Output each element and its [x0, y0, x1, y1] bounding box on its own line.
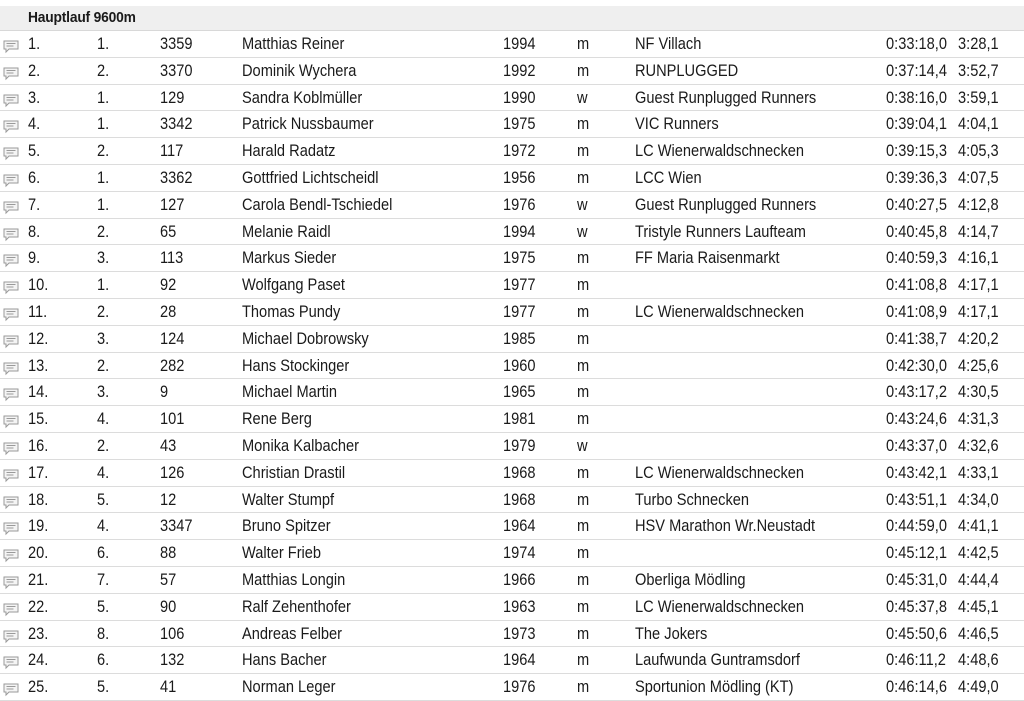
comment-icon[interactable] [3, 440, 19, 453]
class-rank-cell: 2. [97, 435, 110, 455]
birth-year-cell: 1994 [503, 221, 536, 241]
comment-icon[interactable] [3, 199, 19, 212]
class-rank-cell: 7. [97, 569, 110, 589]
pace-cell: 4:14,7 [958, 221, 999, 241]
birth-year-cell: 1976 [503, 677, 536, 697]
finish-time-cell: 0:41:08,9 [886, 301, 947, 321]
place-cell: 24. [28, 650, 49, 670]
place-cell: 23. [28, 623, 49, 643]
table-row [0, 245, 1024, 272]
table-row [0, 567, 1024, 594]
place-cell: 20. [28, 543, 49, 563]
sex-cell: m [577, 462, 590, 482]
place-cell: 16. [28, 435, 49, 455]
pace-cell: 4:46,5 [958, 623, 999, 643]
sex-cell: m [577, 650, 590, 670]
finish-time-cell: 0:38:16,0 [886, 87, 947, 107]
table-row [0, 353, 1024, 380]
pace-cell: 4:05,3 [958, 141, 999, 161]
club-cell: FF Maria Raisenmarkt [635, 248, 780, 268]
place-cell: 2. [28, 60, 41, 80]
place-cell: 18. [28, 489, 49, 509]
comment-icon[interactable] [3, 38, 19, 51]
place-cell: 25. [28, 677, 49, 697]
table-row [0, 647, 1024, 674]
place-cell: 17. [28, 462, 49, 482]
table-row [0, 379, 1024, 406]
finish-time-cell: 0:33:18,0 [886, 34, 947, 53]
place-cell: 3. [28, 87, 41, 107]
table-row [0, 487, 1024, 514]
birth-year-cell: 1979 [503, 435, 536, 455]
class-rank-cell: 4. [97, 462, 110, 482]
club-cell: Laufwunda Guntramsdorf [635, 650, 800, 670]
bib-number-cell: 3347 [160, 516, 193, 536]
class-rank-cell: 3. [97, 328, 110, 348]
runner-name-cell: Carola Bendl-Tschiedel [242, 194, 393, 214]
bib-number-cell: 3342 [160, 114, 193, 134]
club-cell: VIC Runners [635, 114, 719, 134]
comment-icon[interactable] [3, 172, 19, 185]
finish-time-cell: 0:40:45,8 [886, 221, 947, 241]
sex-cell: w [577, 435, 588, 455]
table-row [0, 31, 1024, 58]
class-rank-cell: 1. [97, 194, 110, 214]
table-row [0, 460, 1024, 487]
race-title: Hauptlauf 9600m [28, 9, 136, 26]
table-row [0, 85, 1024, 112]
runner-name-cell: Gottfried Lichtscheidl [242, 167, 379, 187]
class-rank-cell: 5. [97, 596, 110, 616]
class-rank-cell: 3. [97, 248, 110, 268]
bib-number-cell: 127 [160, 194, 185, 214]
comment-icon[interactable] [3, 279, 19, 292]
runner-name-cell: Hans Stockinger [242, 355, 350, 375]
club-cell: Guest Runplugged Runners [635, 194, 817, 214]
comment-icon[interactable] [3, 333, 19, 346]
birth-year-cell: 1974 [503, 543, 536, 563]
comment-icon[interactable] [3, 386, 19, 399]
birth-year-cell: 1966 [503, 569, 536, 589]
place-cell: 15. [28, 409, 49, 429]
runner-name-cell: Markus Sieder [242, 248, 337, 268]
sex-cell: m [577, 677, 590, 697]
runner-name-cell: Monika Kalbacher [242, 435, 360, 455]
class-rank-cell: 1. [97, 87, 110, 107]
finish-time-cell: 0:46:11,2 [886, 650, 946, 670]
sex-cell: w [577, 87, 588, 107]
comment-icon[interactable] [3, 494, 19, 507]
sex-cell: m [577, 569, 590, 589]
class-rank-cell: 6. [97, 543, 110, 563]
pace-cell: 4:48,6 [958, 650, 999, 670]
class-rank-cell: 1. [97, 275, 110, 295]
birth-year-cell: 1963 [503, 596, 536, 616]
comment-icon[interactable] [3, 118, 19, 131]
place-cell: 22. [28, 596, 49, 616]
class-rank-cell: 1. [97, 167, 110, 187]
sex-cell: m [577, 328, 590, 348]
comment-icon[interactable] [3, 574, 19, 587]
class-rank-cell: 2. [97, 301, 110, 321]
bib-number-cell: 57 [160, 569, 177, 589]
comment-icon[interactable] [3, 547, 19, 560]
bib-number-cell: 117 [160, 141, 184, 161]
runner-name-cell: Andreas Felber [242, 623, 342, 643]
sex-cell: m [577, 301, 590, 321]
comment-icon[interactable] [3, 601, 19, 614]
birth-year-cell: 1990 [503, 87, 536, 107]
comment-icon[interactable] [3, 681, 19, 694]
birth-year-cell: 1968 [503, 462, 536, 482]
table-row [0, 272, 1024, 299]
sex-cell: w [577, 221, 588, 241]
club-cell: LCC Wien [635, 167, 702, 187]
place-cell: 1. [28, 34, 41, 53]
place-cell: 11. [28, 301, 48, 321]
runner-name-cell: Wolfgang Paset [242, 275, 345, 295]
runner-name-cell: Sandra Koblmüller [242, 87, 363, 107]
comment-icon[interactable] [3, 145, 19, 158]
comment-icon[interactable] [3, 413, 19, 426]
place-cell: 4. [28, 114, 41, 134]
sex-cell: m [577, 516, 590, 536]
table-row [0, 138, 1024, 165]
finish-time-cell: 0:45:12,1 [886, 543, 947, 563]
bib-number-cell: 132 [160, 650, 185, 670]
place-cell: 7. [28, 194, 41, 214]
class-rank-cell: 8. [97, 623, 110, 643]
table-row [0, 406, 1024, 433]
runner-name-cell: Walter Frieb [242, 543, 322, 563]
sex-cell: m [577, 489, 590, 509]
club-cell: Turbo Schnecken [635, 489, 750, 509]
runner-name-cell: Melanie Raidl [242, 221, 331, 241]
birth-year-cell: 1964 [503, 650, 536, 670]
table-row [0, 326, 1024, 353]
finish-time-cell: 0:39:04,1 [886, 114, 947, 134]
pace-cell: 4:07,5 [958, 167, 999, 187]
class-rank-cell: 1. [97, 34, 110, 53]
sex-cell: m [577, 543, 590, 563]
runner-name-cell: Dominik Wychera [242, 60, 357, 80]
table-row [0, 58, 1024, 85]
place-cell: 8. [28, 221, 41, 241]
comment-icon[interactable] [3, 226, 19, 239]
place-cell: 10. [28, 275, 49, 295]
class-rank-cell: 2. [97, 221, 110, 241]
results-rows [0, 31, 1024, 701]
runner-name-cell: Rene Berg [242, 409, 312, 429]
finish-time-cell: 0:43:42,1 [886, 462, 947, 482]
comment-icon[interactable] [3, 65, 19, 78]
class-rank-cell: 5. [97, 489, 110, 509]
birth-year-cell: 1992 [503, 60, 536, 80]
club-cell: LC Wienerwaldschnecken [635, 141, 805, 161]
pace-cell: 4:17,1 [958, 301, 999, 321]
club-cell: NF Villach [635, 34, 702, 53]
place-cell: 6. [28, 167, 41, 187]
comment-icon[interactable] [3, 520, 19, 533]
bib-number-cell: 124 [160, 328, 185, 348]
table-row [0, 299, 1024, 326]
class-rank-cell: 4. [97, 516, 110, 536]
bib-number-cell: 65 [160, 221, 177, 241]
runner-name-cell: Harald Radatz [242, 141, 336, 161]
finish-time-cell: 0:43:51,1 [886, 489, 947, 509]
table-header [0, 6, 1024, 31]
pace-cell: 4:31,3 [958, 409, 999, 429]
sex-cell: w [577, 194, 588, 214]
runner-name-cell: Ralf Zehenthofer [242, 596, 351, 616]
sex-cell: m [577, 60, 590, 80]
runner-name-cell: Thomas Pundy [242, 301, 341, 321]
club-cell: LC Wienerwaldschnecken [635, 462, 805, 482]
finish-time-cell: 0:37:14,4 [886, 60, 947, 80]
finish-time-cell: 0:46:14,6 [886, 677, 947, 697]
comment-icon[interactable] [3, 360, 19, 373]
sex-cell: m [577, 623, 590, 643]
pace-cell: 4:32,6 [958, 435, 999, 455]
bib-number-cell: 126 [160, 462, 185, 482]
club-cell: Guest Runplugged Runners [635, 87, 817, 107]
class-rank-cell: 4. [97, 409, 110, 429]
bib-number-cell: 90 [160, 596, 177, 616]
pace-cell: 4:41,1 [958, 516, 999, 536]
birth-year-cell: 1985 [503, 328, 536, 348]
bib-number-cell: 3362 [160, 167, 193, 187]
place-cell: 9. [28, 248, 41, 268]
place-cell: 19. [28, 516, 49, 536]
birth-year-cell: 1994 [503, 34, 536, 53]
sex-cell: m [577, 382, 590, 402]
sex-cell: m [577, 141, 590, 161]
bib-number-cell: 101 [160, 409, 185, 429]
table-row [0, 674, 1024, 701]
runner-name-cell: Norman Leger [242, 677, 336, 697]
club-cell: Tristyle Runners Laufteam [635, 221, 806, 241]
comment-icon[interactable] [3, 628, 19, 641]
birth-year-cell: 1977 [503, 301, 536, 321]
birth-year-cell: 1965 [503, 382, 536, 402]
sex-cell: m [577, 355, 590, 375]
place-cell: 5. [28, 141, 41, 161]
club-cell: Sportunion Mödling (KT) [635, 677, 794, 697]
birth-year-cell: 1964 [503, 516, 536, 536]
place-cell: 14. [28, 382, 49, 402]
pace-cell: 4:45,1 [958, 596, 999, 616]
bib-number-cell: 12 [160, 489, 177, 509]
sex-cell: m [577, 34, 590, 53]
bib-number-cell: 9 [160, 382, 169, 402]
finish-time-cell: 0:41:08,8 [886, 275, 947, 295]
runner-name-cell: Matthias Reiner [242, 34, 345, 53]
club-cell: Oberliga Mödling [635, 569, 746, 589]
runner-name-cell: Bruno Spitzer [242, 516, 331, 536]
runner-name-cell: Walter Stumpf [242, 489, 335, 509]
bib-number-cell: 129 [160, 87, 185, 107]
runner-name-cell: Matthias Longin [242, 569, 346, 589]
pace-cell: 4:44,4 [958, 569, 999, 589]
bib-number-cell: 282 [160, 355, 185, 375]
birth-year-cell: 1960 [503, 355, 536, 375]
sex-cell: m [577, 409, 590, 429]
pace-cell: 4:16,1 [958, 248, 999, 268]
runner-name-cell: Michael Dobrowsky [242, 328, 369, 348]
birth-year-cell: 1968 [503, 489, 536, 509]
class-rank-cell: 2. [97, 355, 110, 375]
class-rank-cell: 6. [97, 650, 110, 670]
finish-time-cell: 0:45:37,8 [886, 596, 947, 616]
table-row [0, 513, 1024, 540]
bib-number-cell: 41 [160, 677, 177, 697]
place-cell: 13. [28, 355, 49, 375]
sex-cell: m [577, 114, 590, 134]
finish-time-cell: 0:39:36,3 [886, 167, 947, 187]
pace-cell: 3:59,1 [958, 87, 999, 107]
runner-name-cell: Patrick Nussbaumer [242, 114, 374, 134]
sex-cell: m [577, 275, 590, 295]
runner-name-cell: Hans Bacher [242, 650, 327, 670]
finish-time-cell: 0:40:59,3 [886, 248, 947, 268]
club-cell: LC Wienerwaldschnecken [635, 596, 805, 616]
finish-time-cell: 0:43:17,2 [886, 382, 947, 402]
bib-number-cell: 28 [160, 301, 177, 321]
table-row [0, 621, 1024, 648]
club-cell: HSV Marathon Wr.Neustadt [635, 516, 816, 536]
sex-cell: m [577, 248, 590, 268]
comment-icon[interactable] [3, 92, 19, 105]
comment-icon[interactable] [3, 252, 19, 265]
pace-cell: 4:42,5 [958, 543, 999, 563]
finish-time-cell: 0:43:37,0 [886, 435, 947, 455]
sex-cell: m [577, 167, 590, 187]
bib-number-cell: 43 [160, 435, 177, 455]
pace-cell: 4:30,5 [958, 382, 999, 402]
birth-year-cell: 1977 [503, 275, 536, 295]
pace-cell: 3:28,1 [958, 34, 999, 53]
bib-number-cell: 88 [160, 543, 177, 563]
birth-year-cell: 1975 [503, 248, 536, 268]
comment-icon[interactable] [3, 654, 19, 667]
birth-year-cell: 1975 [503, 114, 536, 134]
table-row [0, 219, 1024, 246]
class-rank-cell: 2. [97, 60, 110, 80]
club-cell: The Jokers [635, 623, 708, 643]
finish-time-cell: 0:45:31,0 [886, 569, 947, 589]
table-row [0, 433, 1024, 460]
place-cell: 12. [28, 328, 49, 348]
birth-year-cell: 1972 [503, 141, 536, 161]
pace-cell: 4:33,1 [958, 462, 999, 482]
table-row [0, 594, 1024, 621]
pace-cell: 4:04,1 [958, 114, 999, 134]
class-rank-cell: 3. [97, 382, 110, 402]
finish-time-cell: 0:39:15,3 [886, 141, 947, 161]
club-cell: RUNPLUGGED [635, 60, 739, 80]
pace-cell: 4:12,8 [958, 194, 999, 214]
comment-icon[interactable] [3, 467, 19, 480]
class-rank-cell: 1. [97, 114, 110, 134]
pace-cell: 4:49,0 [958, 677, 999, 697]
runner-name-cell: Michael Martin [242, 382, 338, 402]
birth-year-cell: 1973 [503, 623, 536, 643]
pace-cell: 4:34,0 [958, 489, 999, 509]
finish-time-cell: 0:42:30,0 [886, 355, 947, 375]
birth-year-cell: 1956 [503, 167, 536, 187]
class-rank-cell: 2. [97, 141, 110, 161]
finish-time-cell: 0:44:59,0 [886, 516, 947, 536]
pace-cell: 4:25,6 [958, 355, 999, 375]
bib-number-cell: 92 [160, 275, 177, 295]
table-row [0, 165, 1024, 192]
bib-number-cell: 113 [160, 248, 184, 268]
pace-cell: 4:17,1 [958, 275, 999, 295]
place-cell: 21. [28, 569, 49, 589]
table-row [0, 540, 1024, 567]
pace-cell: 4:20,2 [958, 328, 999, 348]
runner-name-cell: Christian Drastil [242, 462, 346, 482]
bib-number-cell: 3370 [160, 60, 193, 80]
bib-number-cell: 3359 [160, 34, 193, 53]
club-cell: LC Wienerwaldschnecken [635, 301, 805, 321]
table-row [0, 192, 1024, 219]
comment-icon[interactable] [3, 306, 19, 319]
finish-time-cell: 0:43:24,6 [886, 409, 947, 429]
birth-year-cell: 1976 [503, 194, 536, 214]
sex-cell: m [577, 596, 590, 616]
table-row [0, 111, 1024, 138]
class-rank-cell: 5. [97, 677, 110, 697]
bib-number-cell: 106 [160, 623, 185, 643]
pace-cell: 3:52,7 [958, 60, 999, 80]
birth-year-cell: 1981 [503, 409, 536, 429]
finish-time-cell: 0:45:50,6 [886, 623, 947, 643]
finish-time-cell: 0:41:38,7 [886, 328, 947, 348]
finish-time-cell: 0:40:27,5 [886, 194, 947, 214]
